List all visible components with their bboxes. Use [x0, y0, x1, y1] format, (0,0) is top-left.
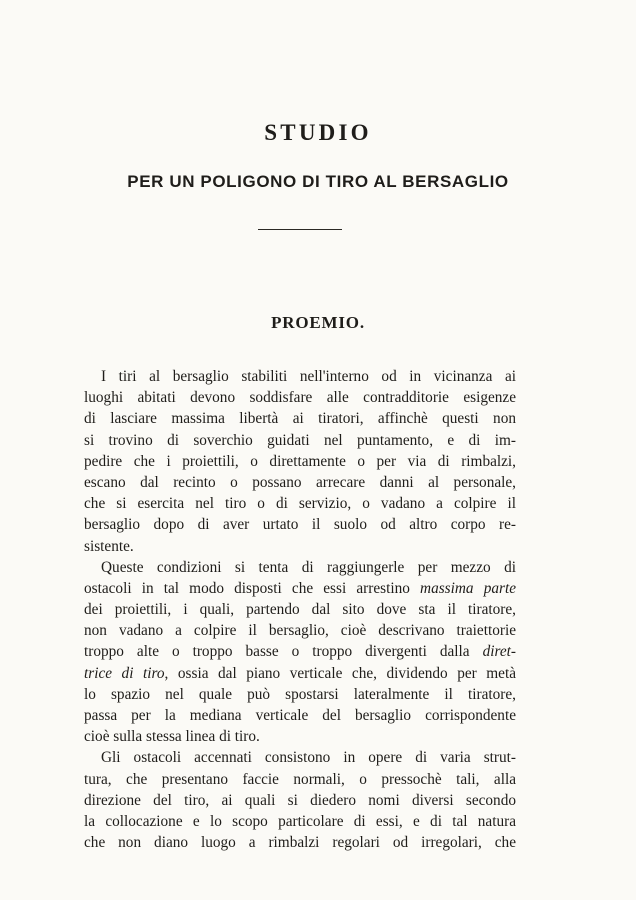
text-line: che non diano luogo a rimbalzi regolari od irregolari, che [84, 834, 516, 852]
text-line [84, 663, 516, 684]
italic-phrase: diret- [482, 643, 516, 661]
text-line: dei proiettili, i quali, partendo dal sito dove sta il tiratore, [84, 601, 516, 619]
text-line: non vadano a colpire il bersaglio, cioè descrivano traiettorie [84, 622, 516, 640]
text-line: lo spazio nel quale può spostarsi lateralmente il tiratore, [84, 685, 516, 703]
italic-phrase: massima parte [420, 579, 516, 597]
text-line: cioè sulla stessa linea di tiro. [84, 728, 260, 746]
text-line: pedire che i proiettili, o direttamente o per via di rimbalzi, [84, 452, 516, 470]
text-segment: ostacoli in tal modo disposti che essi arrestino [84, 579, 421, 597]
text-line: luoghi abitati devono soddisfare alle contradditorie esigenze [84, 389, 516, 407]
paragraph-1 [84, 366, 516, 557]
text-line [84, 641, 516, 662]
text-line: la collocazione e lo scopo particolare di essi, e di tal natura [84, 812, 516, 830]
text-segment: , ossia dal piano verticale che, dividendo per metà [164, 664, 516, 682]
text-line: passa per la mediana verticale del bersaglio corrispondente [84, 707, 516, 724]
text-line: I tiri al bersaglio stabiliti nell'interno od in vicinanza ai [101, 368, 516, 385]
text-segment: troppo alte o troppo basse o troppo divergenti dalla [84, 643, 483, 661]
text-line: che si esercita nel tiro o di servizio, o vadano a colpire il [84, 495, 516, 513]
text-line: si trovino di soverchio guidati nel puntamento, e di im- [84, 431, 516, 449]
text-line: tura, che presentano faccie normali, o pressochè tali, alla [84, 770, 516, 788]
title-divider [258, 229, 342, 230]
text-line: direzione del tiro, ai quali si diedero nomi diversi secondo [84, 791, 516, 809]
paragraph-2 [84, 557, 516, 748]
text-line: sistente. [84, 537, 134, 555]
section-heading: PROEMIO. [271, 313, 365, 332]
italic-phrase: trice di tiro [84, 664, 165, 682]
document-title: STUDIO [264, 120, 372, 145]
text-line [84, 578, 516, 599]
text-line: escano dal recinto o possano arrecare danni al personale, [84, 473, 516, 491]
paragraph-3 [84, 747, 516, 853]
document-subtitle: PER UN POLIGONO DI TIRO AL BERSAGLIO [127, 172, 509, 191]
text-line: di lasciare massima libertà ai tiratori, affinchè questi non [84, 410, 516, 428]
text-line: Queste condizioni si tenta di raggiungerle per mezzo di [101, 558, 516, 576]
text-line: bersaglio dopo di aver urtato il suolo od altro corpo re- [84, 516, 516, 534]
body-text [84, 366, 516, 853]
text-line: Gli ostacoli accennati consistono in opere di varia strut- [101, 749, 516, 767]
